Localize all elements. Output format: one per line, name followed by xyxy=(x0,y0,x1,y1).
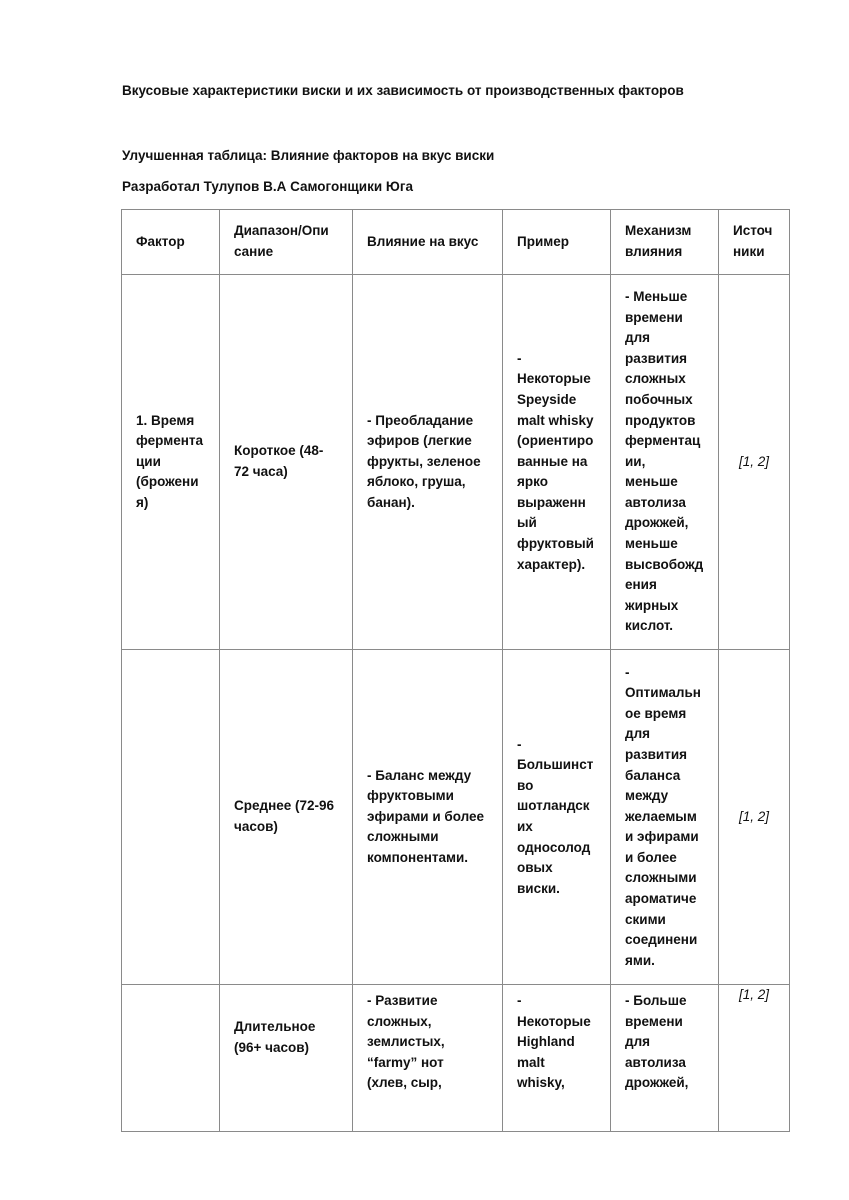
cell-effect: - Баланс между фруктовыми эфирами и более сложными компонентами. xyxy=(353,650,503,985)
cell-mechanism: - Больше времени для автолиза дрожжей, xyxy=(611,985,719,1132)
header-range: Диапазон/Опи сание xyxy=(220,210,353,275)
header-sources: Источ ники xyxy=(719,210,790,275)
cell-range: Короткое (48- 72 часа) xyxy=(220,275,353,650)
header-mechanism: Механизм влияния xyxy=(611,210,719,275)
table-title: Улучшенная таблица: Влияние факторов на вкус виски xyxy=(122,148,495,163)
cell-range: Длительное (96+ часов) xyxy=(220,985,353,1132)
header-effect: Влияние на вкус xyxy=(353,210,503,275)
table-row xyxy=(122,650,790,985)
cell-factor xyxy=(122,650,220,985)
cell-example: - Некоторые Speyside malt whisky (ориентиро ванные на ярко выраженн ый фруктовый характер). xyxy=(503,275,611,650)
factors-table xyxy=(121,209,790,1132)
document-title: Вкусовые характеристики виски и их зависимость от производственных факторов xyxy=(122,83,684,98)
cell-effect: - Развитие сложных, землистых, “farmy” нот (хлев, сыр, xyxy=(353,985,503,1132)
cell-example: - Некоторые Highland malt whisky, xyxy=(503,985,611,1132)
cell-factor: 1. Время фермента ции (брожени я) xyxy=(122,275,220,650)
header-example: Пример xyxy=(503,210,611,275)
table-header-row xyxy=(122,210,790,275)
cell-factor xyxy=(122,985,220,1132)
cell-mechanism: - Оптимальн ое время для развития баланса между желаемым и эфирами и более сложными ароматиче скими соединени ями. xyxy=(611,650,719,985)
table-row xyxy=(122,275,790,650)
cell-example: - Большинст во шотландск их односолод овых виски. xyxy=(503,650,611,985)
cell-sources: [1, 2] xyxy=(719,985,790,1132)
table-row xyxy=(122,985,790,1132)
cell-mechanism: - Меньше времени для развития сложных побочных продуктов ферментац ии, меньше автолиза дрожжей, меньше высвобожд ения жирных кислот. xyxy=(611,275,719,650)
header-factor: Фактор xyxy=(122,210,220,275)
cell-sources: [1, 2] xyxy=(719,275,790,650)
cell-range: Среднее (72-96 часов) xyxy=(220,650,353,985)
author-line: Разработал Тулупов В.А Самогонщики Юга xyxy=(122,179,413,194)
cell-sources: [1, 2] xyxy=(719,650,790,985)
cell-effect: - Преобладание эфиров (легкие фрукты, зеленое яблоко, груша, банан). xyxy=(353,275,503,650)
